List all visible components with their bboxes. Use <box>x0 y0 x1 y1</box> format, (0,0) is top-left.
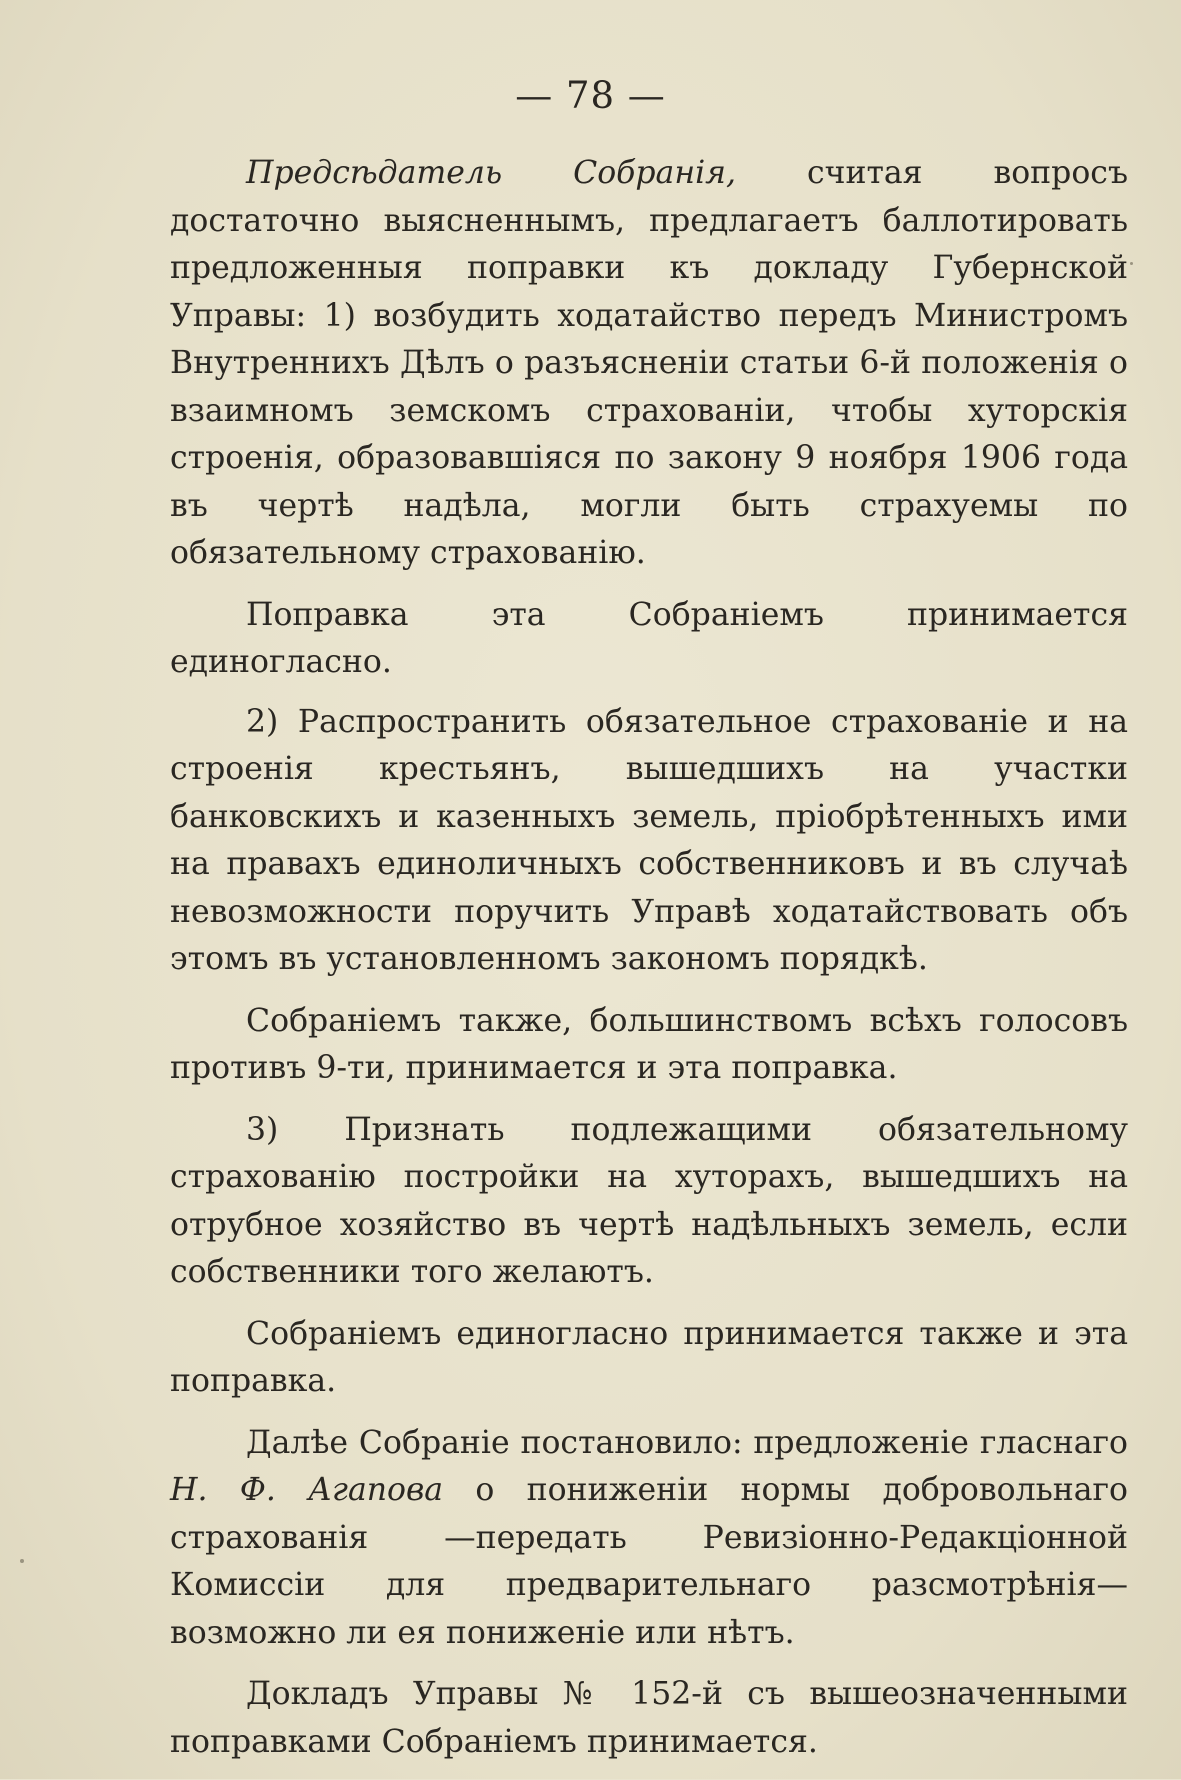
paper-speck <box>20 1559 24 1563</box>
paragraph-report-accepted: Докладъ Управы № 152-й съ вышеозначенными поправками Собраніемъ принимается. <box>170 1676 1128 1760</box>
paragraph-second-amendment: 2) Распространить обязательное страхованіе и на строенія крестьянъ, вышедшихъ на участки банковскихъ и казенныхъ земель, пріобрѣтенныхъ ими на правахъ единоличныхъ собственниковъ и въ случаѣ невозможности поручить Управѣ ходатайствовать объ этомъ въ установленномъ закономъ порядкѣ. <box>170 703 1128 977</box>
speaker-title: Предсѣдатель Собранія, <box>246 155 737 191</box>
paragraph-third-amendment: 3) Признать подлежащими обязательному страхованію постройки на хуторахъ, вышедшихъ на отрубное хозяйство въ чертѣ надѣльныхъ земель, если собственники того желаютъ. <box>170 1111 1128 1290</box>
deputy-name: Н. Ф. Агапова <box>170 1472 444 1508</box>
paragraph-text: Далѣе Собраніе постановило: предложеніе гласнаго <box>246 1424 1128 1461</box>
page-number: — 78 — <box>515 74 666 117</box>
paragraph-text: считая вопросъ достаточно выясненнымъ, предлагаетъ баллотировать предложенныя поправки къ докладу Губернской Управы: 1) возбудить ходатайство передъ Министромъ Внутреннихъ Дѣлъ о разъясненіи статьи 6-й положенія о взаимномъ земскомъ страхованіи, чтобы хуторскія строенія, образовавшіяся по закону 9 ноября 1906 года въ чертѣ надѣла, могли быть страхуемы по обязательному страхованію. <box>170 155 1128 571</box>
paragraph-text: о пониженіи нормы добровольнаго страхованія —передать Ревизіонно-Редакціонной Комиссіи для предварительнаго разсмотрѣнія—возможно ли ея пониженіе или нѣтъ. <box>170 1472 1128 1651</box>
paragraph-third-amendment-result: Собраніемъ единогласно принимается также и эта поправка. <box>170 1315 1128 1399</box>
paper-speck <box>1130 262 1133 265</box>
paragraph-first-amendment-result: Поправка эта Собраніемъ принимается единогласно. <box>170 596 1128 680</box>
paragraph-chairman-proposal <box>170 150 1128 578</box>
page-body <box>170 150 1128 1780</box>
paragraph-agapov-proposal <box>170 1420 1128 1658</box>
paragraph-second-amendment-result: Собраніемъ также, большинствомъ всѣхъ голосовъ противъ 9-ти, принимается и эта поправка. <box>170 1002 1128 1086</box>
